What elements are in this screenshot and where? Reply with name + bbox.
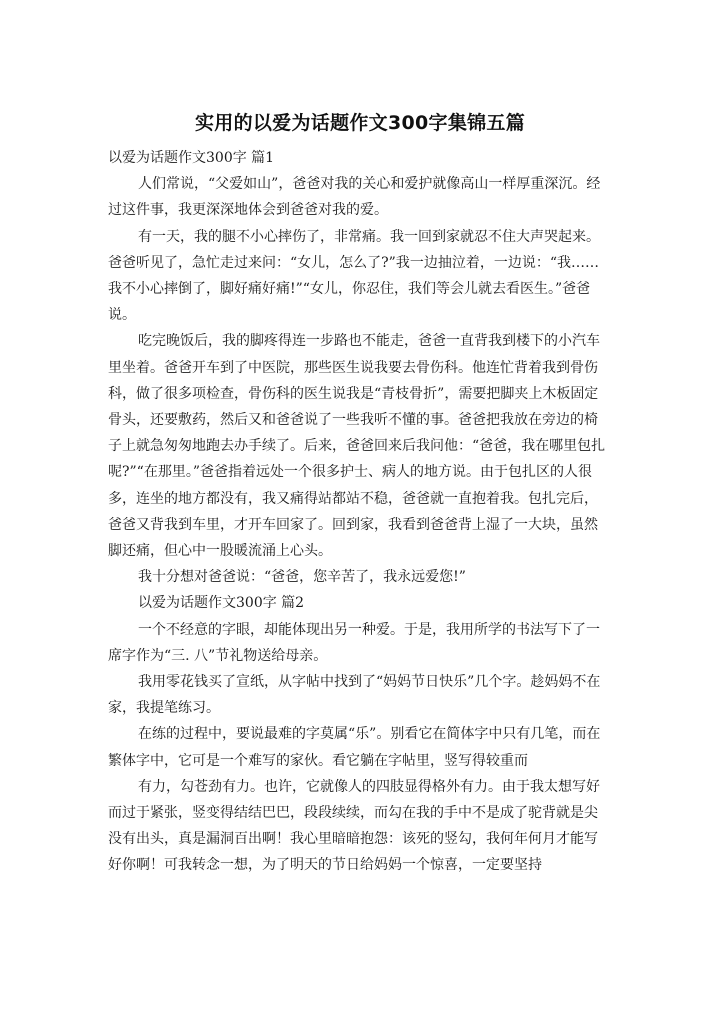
paragraph: 有力，勾苍劲有力。也许，它就像人的四肢显得格外有力。由于我太想写好而过于紧张，竖变得结结巴巴，段段续续，而勾在我的手中不是成了驼背就是尖没有出头，真是漏洞百出啊！我心里暗暗抱怨：该死的竖勾，我何年何月才能写好你啊！可我转念一想，为了明天的节日给妈妈一个惊喜，一定要坚持 <box>108 778 600 874</box>
document-title: 实用的以爱为话题作文300字集锦五篇 <box>194 112 526 134</box>
paragraph: 我十分想对爸爸说：“爸爸，您辛苦了，我永远爱您!” <box>138 569 466 586</box>
paragraph: 一个不经意的字眼，却能体现出另一种爱。于是，我用所学的书法写下了一席字作为“三. 八”节礼物送给母亲。 <box>108 621 600 664</box>
paragraph: 我用零花钱买了宣纸，从字帖中找到了“妈妈节日快乐”几个字。趁妈妈不在家，我提笔练习。 <box>108 674 601 717</box>
paragraph: 有一天，我的腿不小心摔伤了，非常痛。我一回到家就忍不住大声哭起来。爸爸听见了，急忙走过来问：“女儿，怎么了?”我一边抽泣着，一边说：“我……我不小心摔倒了，脚好痛好痛!”“女儿，你忍住，我们等会儿就去看医生。”爸爸说。 <box>108 228 600 324</box>
section-heading: 以爱为话题作文300字 篇2 <box>138 595 305 612</box>
paragraph: 吃完晚饭后，我的脚疼得连一步路也不能走，爸爸一直背我到楼下的小汽车里坐着。爸爸开车到了中医院，那些医生说我要去骨伤科。他连忙背着我到骨伤科，做了很多项检查，骨伤科的医生说我是“青枝骨折”，需要把脚夹上木板固定骨头，还要敷药，然后又和爸爸说了一些我听不懂的事。爸爸把我放在旁边的椅子上就急匆匆地跑去办手续了。后来，爸爸回来后我问他：“爸爸，我在哪里包扎呢?”“在那里。”爸爸指着远处一个很多护士、病人的地方说。由于包扎区的人很多，连坐的地方都没有，我又痛得站都站不稳，爸爸就一直抱着我。包扎完后，爸爸又背我到车里，才开车回家了。回到家，我看到爸爸背上湿了一大块，虽然脚还痛，但心中一股暖流涌上心头。 <box>108 333 606 560</box>
document-body <box>108 145 608 879</box>
paragraph: 人们常说，“父爱如山”，爸爸对我的关心和爱护就像高山一样厚重深沉。经过这件事，我更深深地体会到爸爸对我的爱。 <box>108 176 601 219</box>
section-heading: 以爱为话题作文300字 篇1 <box>108 150 275 166</box>
paragraph: 在练的过程中，要说最难的字莫属“乐”。别看它在简体字中只有几笔，而在繁体字中，它可是一个难写的家伙。看它躺在字帖里，竖写得较重而 <box>108 726 601 769</box>
